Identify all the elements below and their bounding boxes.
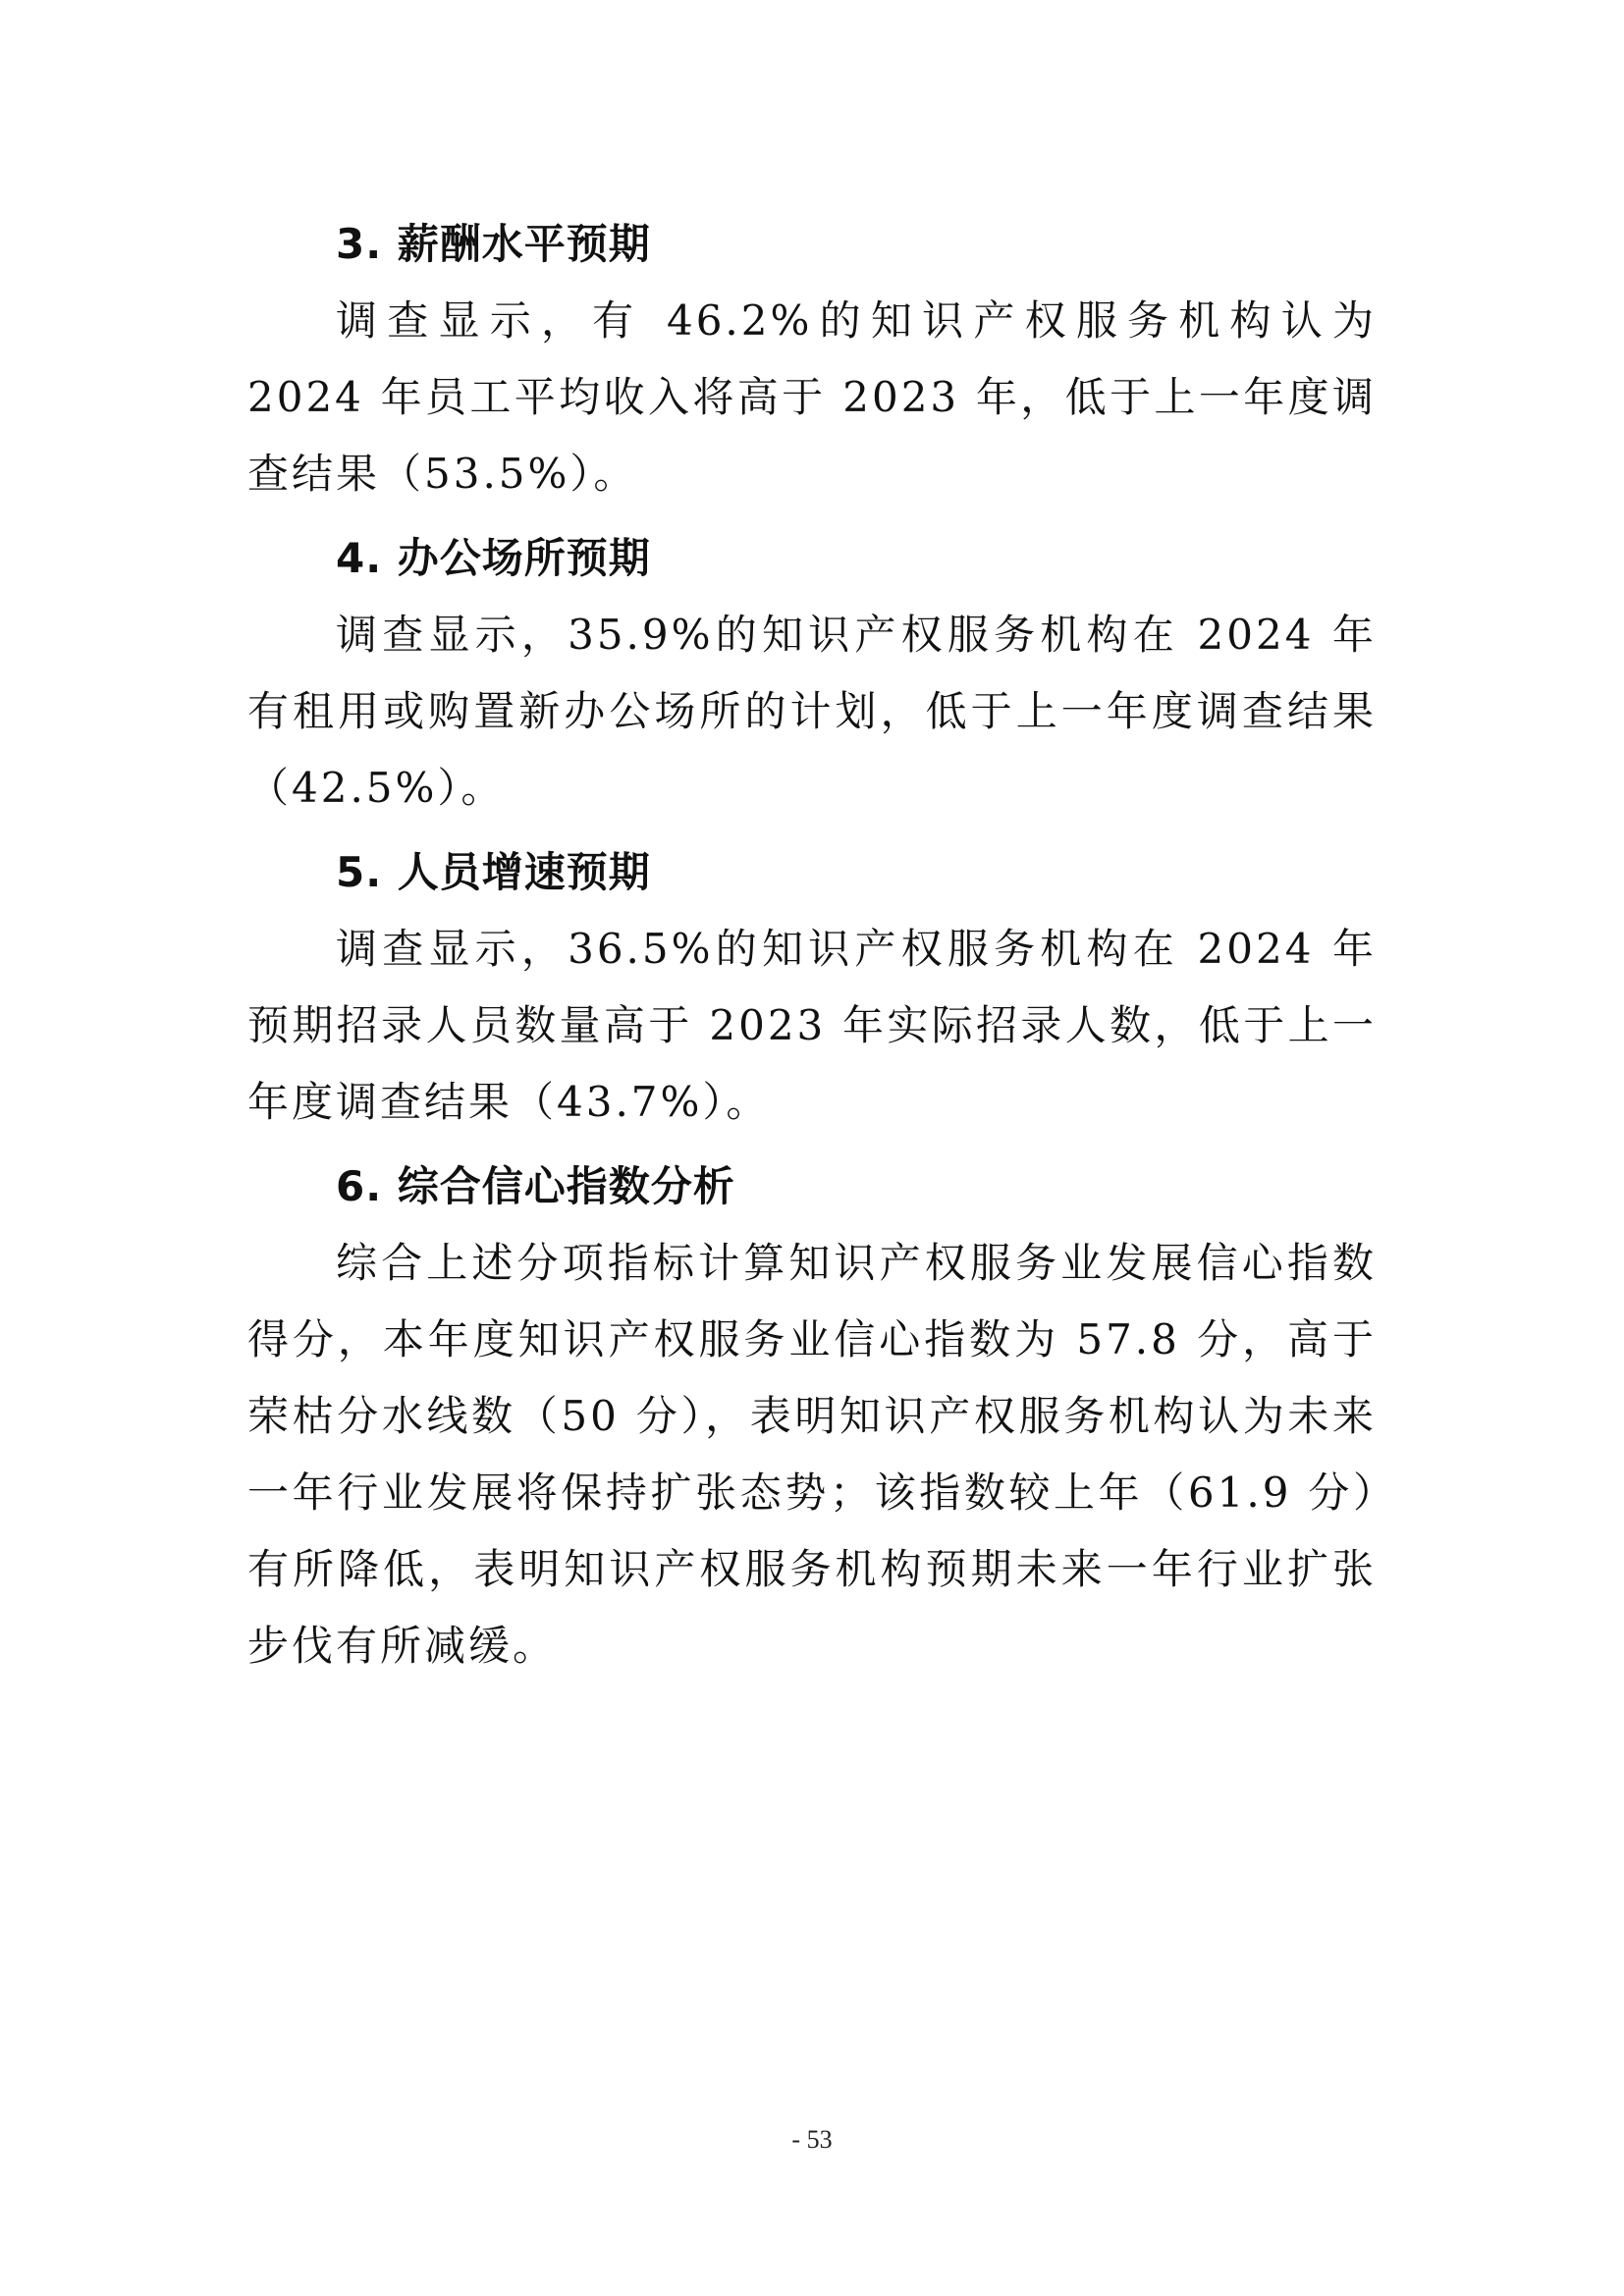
section-heading: 5. 人员增速预期 (336, 848, 651, 896)
section-paragraph: 调查显示，35.9%的知识产权服务机构在 2024 年有租用或购置新办公场所的计划，低于上一年度调查结果（42.5%）。 (247, 611, 1377, 812)
section-paragraph: 调查显示，有 46.2%的知识产权服务机构认为 2024 年员工平均收入将高于 2023 年，低于上一年度调查结果（53.5%）。 (247, 296, 1377, 498)
section-confidence-index (247, 1148, 1377, 1684)
section-staff-growth-expectation (247, 834, 1377, 1141)
page-number: - 53 (791, 2125, 833, 2154)
section-paragraph: 调查显示，36.5%的知识产权服务机构在 2024 年预期招录人员数量高于 2023 年实际招录人数，低于上一年度调查结果（43.7%）。 (247, 925, 1377, 1126)
section-heading: 3. 薪酬水平预期 (336, 220, 651, 268)
section-heading: 4. 办公场所预期 (336, 534, 651, 582)
section-gap (247, 512, 1377, 520)
section-gap (247, 827, 1377, 834)
section-paragraph: 综合上述分项指标计算知识产权服务业发展信心指数得分，本年度知识产权服务业信心指数为 57.8 分，高于荣枯分水线数（50 分），表明知识产权服务机构认为未来一年行业发展将保持扩张态势；该指数较上年（61.9 分）有所降低，表明知识产权服务机构预期未来一年行业扩张步伐有所减缓。 (247, 1239, 1377, 1670)
section-gap (247, 1141, 1377, 1148)
section-heading: 6. 综合信心指数分析 (336, 1162, 735, 1210)
document-body (247, 206, 1377, 1684)
section-office-expectation (247, 520, 1377, 827)
section-salary-expectation (247, 206, 1377, 512)
